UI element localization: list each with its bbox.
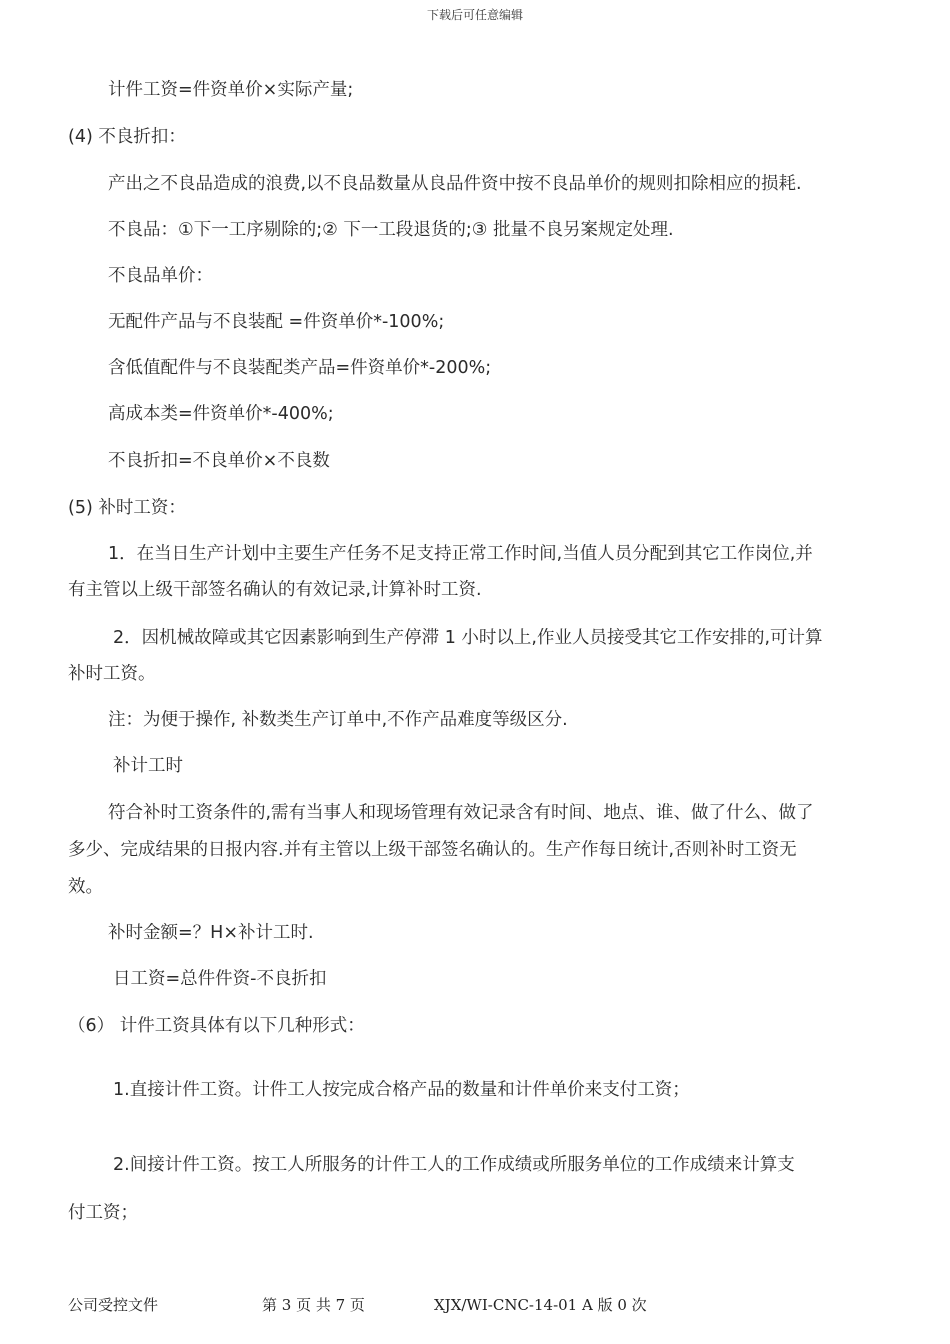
text-line: 不良品单价： — [108, 266, 213, 286]
text-line: 产出之不良品造成的浪费,以不良品数量从良品件资中按不良品单价的规则扣除相应的损耗. — [108, 174, 802, 194]
text-line: 补时工资。 — [68, 664, 156, 684]
text-line: 无配件产品与不良装配 =件资单价*-100%; — [108, 312, 445, 332]
footer-doc-number: XJX/WI-CNC-14-01 A 版 0 次 — [434, 1296, 647, 1314]
header-note: 下载后可任意编辑 — [426, 8, 523, 22]
section-heading: （6） 计件工资具体有以下几种形式： — [68, 1016, 365, 1036]
text-line: 不良品：①下一工序剔除的;② 下一工段退货的;③ 批量不良另案规定处理. — [108, 220, 674, 240]
footer-company: 公司受控文件 — [68, 1296, 159, 1314]
text-line: 日工资=总件件资-不良折扣 — [113, 969, 327, 989]
text-line: 高成本类=件资单价*-400%; — [108, 404, 334, 424]
text-line: 多少、完成结果的日报内容.并有主管以上级干部签名确认的。生产作每日统计,否则补时工资无 — [68, 840, 797, 860]
text-line: 2.间接计件工资。按工人所服务的计件工人的工作成绩或所服务单位的工作成绩来计算支 — [113, 1155, 795, 1175]
text-line: 补计工时 — [113, 756, 183, 776]
text-line: 计件工资=件资单价×实际产量; — [108, 80, 354, 100]
text-line: 有主管以上级干部签名确认的有效记录,计算补时工资. — [68, 580, 482, 600]
section-heading: (4) 不良折扣： — [68, 127, 186, 147]
text-line: 补时金额=？H×补计工时. — [108, 923, 314, 943]
text-line: 不良折扣=不良单价×不良数 — [108, 451, 330, 471]
text-line: 付工资； — [68, 1203, 138, 1223]
note-line: 注：为便于操作, 补数类生产订单中,不作产品难度等级区分. — [108, 710, 568, 730]
text-line: 含低值配件与不良装配类产品=件资单价*-200%; — [108, 358, 492, 378]
section-heading: (5) 补时工资： — [68, 498, 186, 518]
text-line: 效。 — [68, 877, 103, 897]
text-line: 符合补时工资条件的,需有当事人和现场管理有效记录含有时间、地点、谁、做了什么、做了 — [108, 803, 814, 823]
text-line: 2．因机械故障或其它因素影响到生产停滞 1 小时以上,作业人员接受其它工作安排的,可计算 — [113, 628, 823, 648]
text-line: 1．在当日生产计划中主要生产任务不足支持正常工作时间,当值人员分配到其它工作岗位,并 — [108, 544, 813, 564]
text-line: 1.直接计件工资。计件工人按完成合格产品的数量和计件单价来支付工资； — [113, 1080, 690, 1100]
footer-page-number: 第 3 页 共 7 页 — [262, 1296, 365, 1314]
